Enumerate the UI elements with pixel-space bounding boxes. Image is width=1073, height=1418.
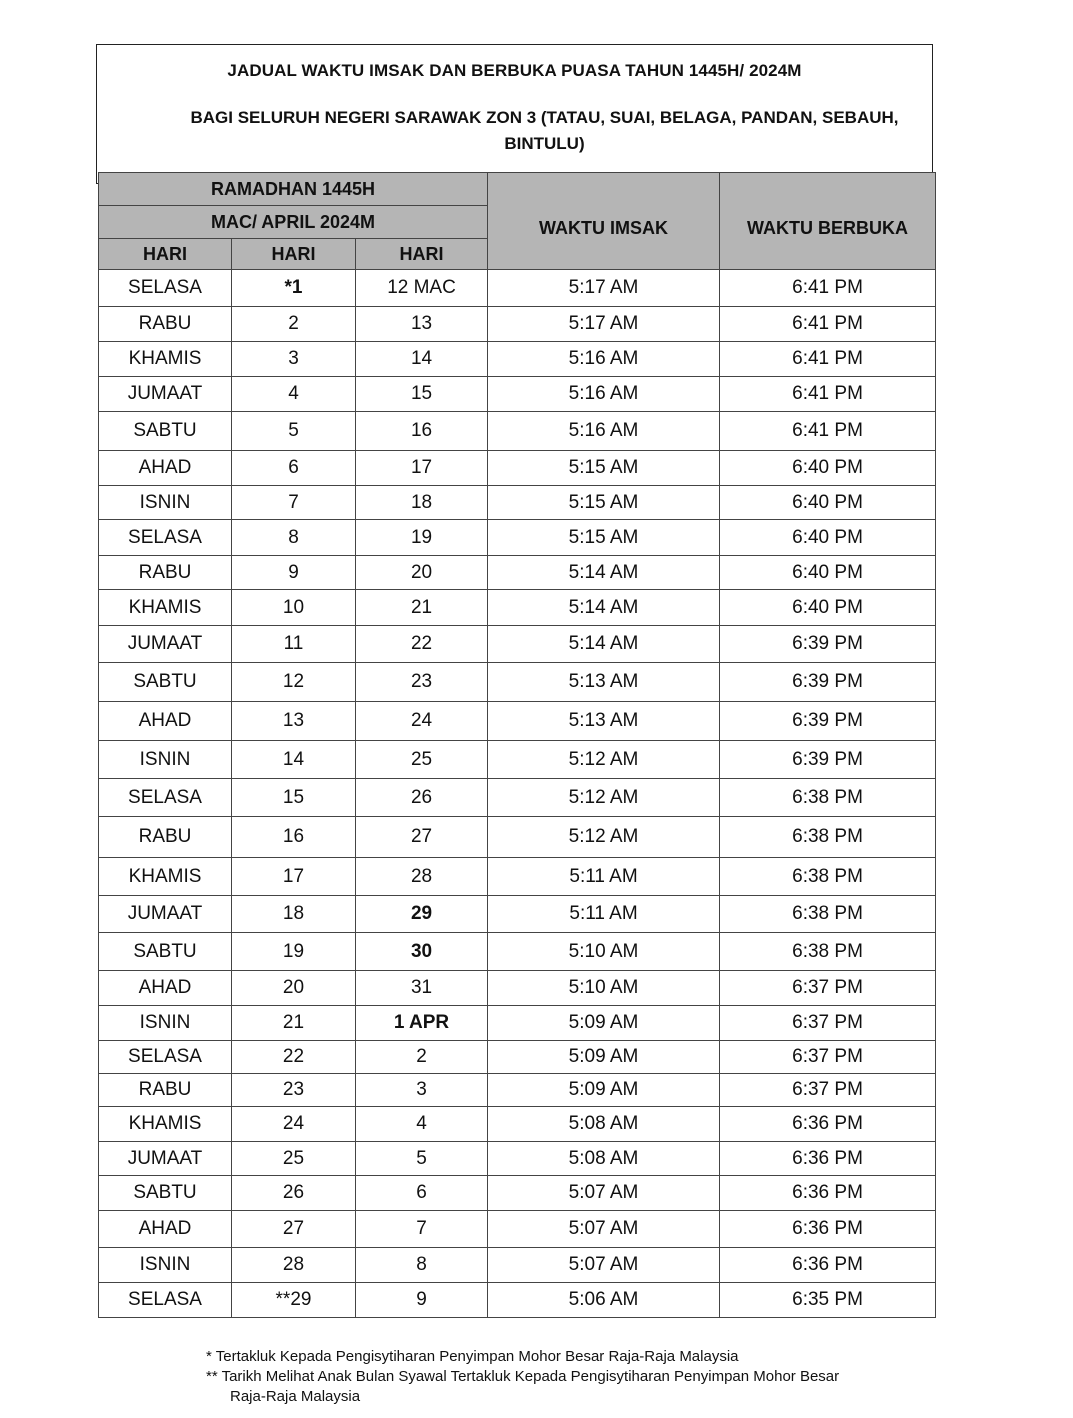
cell-berbuka: 6:38 PM (720, 779, 936, 817)
cell-berbuka: 6:41 PM (720, 307, 936, 342)
cell-imsak: 5:09 AM (488, 1041, 720, 1074)
cell-day: RABU (99, 556, 232, 590)
cell-imsak: 5:17 AM (488, 270, 720, 307)
cell-berbuka: 6:40 PM (720, 486, 936, 520)
title-box (96, 44, 933, 184)
cell-day: ISNIN (99, 1006, 232, 1041)
cell-date: 22 (356, 626, 488, 663)
cell-hijri: 25 (232, 1142, 356, 1176)
cell-day: SABTU (99, 663, 232, 702)
cell-date: 8 (356, 1248, 488, 1283)
table-row (99, 858, 936, 896)
cell-imsak: 5:16 AM (488, 412, 720, 451)
cell-imsak: 5:08 AM (488, 1142, 720, 1176)
cell-hijri: 21 (232, 1006, 356, 1041)
cell-day: RABU (99, 817, 232, 858)
table-row (99, 1248, 936, 1283)
cell-imsak: 5:16 AM (488, 342, 720, 377)
cell-berbuka: 6:38 PM (720, 817, 936, 858)
cell-hijri: 3 (232, 342, 356, 377)
table-row (99, 556, 936, 590)
cell-date: 7 (356, 1211, 488, 1248)
cell-imsak: 5:12 AM (488, 741, 720, 779)
cell-imsak: 5:14 AM (488, 590, 720, 626)
cell-berbuka: 6:36 PM (720, 1211, 936, 1248)
table-row (99, 1211, 936, 1248)
cell-date: 18 (356, 486, 488, 520)
cell-day: KHAMIS (99, 590, 232, 626)
table-row (99, 896, 936, 933)
cell-hijri: 18 (232, 896, 356, 933)
cell-day: ISNIN (99, 1248, 232, 1283)
table-row (99, 933, 936, 971)
cell-berbuka: 6:38 PM (720, 858, 936, 896)
cell-date: 23 (356, 663, 488, 702)
cell-date: 15 (356, 377, 488, 412)
header-waktu-berbuka: WAKTU BERBUKA (720, 173, 936, 270)
cell-date: 27 (356, 817, 488, 858)
cell-berbuka: 6:38 PM (720, 896, 936, 933)
cell-imsak: 5:10 AM (488, 971, 720, 1006)
cell-day: SELASA (99, 1041, 232, 1074)
cell-berbuka: 6:41 PM (720, 342, 936, 377)
cell-berbuka: 6:37 PM (720, 1006, 936, 1041)
cell-imsak: 5:15 AM (488, 451, 720, 486)
table-row (99, 1041, 936, 1074)
footnote-2: ** Tarikh Melihat Anak Bulan Syawal Tertakluk Kepada Pengisytiharan Penyimpan Mohor Besar (206, 1368, 840, 1385)
cell-hijri: 12 (232, 663, 356, 702)
header-col-hijri: HARI (232, 239, 356, 270)
cell-hijri: 11 (232, 626, 356, 663)
cell-imsak: 5:14 AM (488, 556, 720, 590)
cell-hijri: 22 (232, 1041, 356, 1074)
cell-hijri: 14 (232, 741, 356, 779)
cell-hijri: 28 (232, 1248, 356, 1283)
cell-date: 24 (356, 702, 488, 741)
cell-date: 3 (356, 1074, 488, 1107)
cell-date: 13 (356, 307, 488, 342)
cell-berbuka: 6:36 PM (720, 1107, 936, 1142)
table-row (99, 451, 936, 486)
cell-day: KHAMIS (99, 1107, 232, 1142)
cell-imsak: 5:13 AM (488, 663, 720, 702)
cell-day: ISNIN (99, 486, 232, 520)
cell-hijri: 9 (232, 556, 356, 590)
cell-berbuka: 6:41 PM (720, 377, 936, 412)
table-row (99, 307, 936, 342)
table-row (99, 1107, 936, 1142)
cell-date: 31 (356, 971, 488, 1006)
cell-hijri: **29 (232, 1283, 356, 1318)
cell-day: SABTU (99, 1176, 232, 1211)
cell-date: 21 (356, 590, 488, 626)
table-row (99, 520, 936, 556)
cell-berbuka: 6:40 PM (720, 451, 936, 486)
table-row (99, 377, 936, 412)
cell-day: JUMAAT (99, 377, 232, 412)
cell-date: 19 (356, 520, 488, 556)
cell-day: JUMAAT (99, 896, 232, 933)
cell-day: AHAD (99, 702, 232, 741)
table-row (99, 342, 936, 377)
header-col-day: HARI (99, 239, 232, 270)
cell-date: 16 (356, 412, 488, 451)
table-row (99, 702, 936, 741)
cell-berbuka: 6:36 PM (720, 1176, 936, 1211)
cell-day: KHAMIS (99, 342, 232, 377)
cell-imsak: 5:15 AM (488, 486, 720, 520)
cell-imsak: 5:15 AM (488, 520, 720, 556)
table-row (99, 1074, 936, 1107)
cell-day: SELASA (99, 520, 232, 556)
cell-date: 28 (356, 858, 488, 896)
cell-date: 30 (356, 933, 488, 971)
cell-day: KHAMIS (99, 858, 232, 896)
cell-berbuka: 6:40 PM (720, 556, 936, 590)
cell-day: AHAD (99, 451, 232, 486)
cell-imsak: 5:12 AM (488, 817, 720, 858)
cell-date: 1 APR (356, 1006, 488, 1041)
cell-hijri: 20 (232, 971, 356, 1006)
cell-berbuka: 6:41 PM (720, 270, 936, 307)
cell-hijri: 27 (232, 1211, 356, 1248)
cell-imsak: 5:17 AM (488, 307, 720, 342)
cell-berbuka: 6:37 PM (720, 1041, 936, 1074)
cell-day: SABTU (99, 412, 232, 451)
cell-date: 2 (356, 1041, 488, 1074)
cell-berbuka: 6:37 PM (720, 1074, 936, 1107)
cell-hijri: 23 (232, 1074, 356, 1107)
header-waktu-imsak: WAKTU IMSAK (488, 173, 720, 270)
cell-day: ISNIN (99, 741, 232, 779)
cell-date: 4 (356, 1107, 488, 1142)
table-row (99, 1142, 936, 1176)
cell-imsak: 5:13 AM (488, 702, 720, 741)
table-row (99, 270, 936, 307)
cell-day: SELASA (99, 1283, 232, 1318)
cell-imsak: 5:11 AM (488, 858, 720, 896)
cell-berbuka: 6:41 PM (720, 412, 936, 451)
cell-hijri: 8 (232, 520, 356, 556)
header-col-date: HARI (356, 239, 488, 270)
table-row (99, 1176, 936, 1211)
subtitle-line-2: BINTULU) (504, 134, 585, 153)
cell-day: JUMAAT (99, 626, 232, 663)
cell-day: SELASA (99, 779, 232, 817)
footnote-2-cont: Raja-Raja Malaysia (230, 1388, 361, 1405)
cell-imsak: 5:08 AM (488, 1107, 720, 1142)
cell-date: 6 (356, 1176, 488, 1211)
cell-berbuka: 6:39 PM (720, 741, 936, 779)
cell-hijri: 5 (232, 412, 356, 451)
cell-hijri: 15 (232, 779, 356, 817)
cell-imsak: 5:07 AM (488, 1211, 720, 1248)
cell-berbuka: 6:40 PM (720, 520, 936, 556)
table-row (99, 590, 936, 626)
cell-imsak: 5:06 AM (488, 1283, 720, 1318)
cell-date: 20 (356, 556, 488, 590)
cell-imsak: 5:07 AM (488, 1248, 720, 1283)
cell-imsak: 5:16 AM (488, 377, 720, 412)
table-row (99, 486, 936, 520)
cell-date: 26 (356, 779, 488, 817)
table-row (99, 971, 936, 1006)
cell-hijri: 26 (232, 1176, 356, 1211)
cell-date: 12 MAC (356, 270, 488, 307)
cell-day: RABU (99, 1074, 232, 1107)
table-row (99, 1006, 936, 1041)
cell-hijri: 24 (232, 1107, 356, 1142)
cell-date: 14 (356, 342, 488, 377)
cell-imsak: 5:09 AM (488, 1074, 720, 1107)
cell-imsak: 5:07 AM (488, 1176, 720, 1211)
cell-berbuka: 6:40 PM (720, 590, 936, 626)
cell-date: 5 (356, 1142, 488, 1176)
subtitle-line-1: BAGI SELURUH NEGERI SARAWAK ZON 3 (TATAU, SUAI, BELAGA, PANDAN, SEBAUH, (190, 108, 899, 127)
cell-day: AHAD (99, 971, 232, 1006)
table-row (99, 817, 936, 858)
cell-imsak: 5:10 AM (488, 933, 720, 971)
footnote-1: * Tertakluk Kepada Pengisytiharan Penyimpan Mohor Besar Raja-Raja Malaysia (206, 1348, 739, 1365)
cell-hijri: 6 (232, 451, 356, 486)
cell-hijri: *1 (232, 270, 356, 307)
cell-hijri: 4 (232, 377, 356, 412)
cell-day: JUMAAT (99, 1142, 232, 1176)
cell-imsak: 5:12 AM (488, 779, 720, 817)
cell-berbuka: 6:39 PM (720, 663, 936, 702)
cell-berbuka: 6:38 PM (720, 933, 936, 971)
table-row (99, 412, 936, 451)
table-row (99, 779, 936, 817)
footnotes (206, 1347, 839, 1407)
cell-berbuka: 6:39 PM (720, 702, 936, 741)
table-row (99, 741, 936, 779)
cell-hijri: 2 (232, 307, 356, 342)
cell-hijri: 17 (232, 858, 356, 896)
cell-hijri: 10 (232, 590, 356, 626)
timetable (98, 172, 936, 1318)
header-month: MAC/ APRIL 2024M (99, 206, 488, 239)
table-row (99, 1283, 936, 1318)
cell-hijri: 13 (232, 702, 356, 741)
cell-date: 17 (356, 451, 488, 486)
cell-day: AHAD (99, 1211, 232, 1248)
cell-berbuka: 6:36 PM (720, 1248, 936, 1283)
cell-imsak: 5:14 AM (488, 626, 720, 663)
document-subtitle (157, 105, 932, 157)
header-ramadhan: RAMADHAN 1445H (99, 173, 488, 206)
cell-date: 29 (356, 896, 488, 933)
cell-date: 9 (356, 1283, 488, 1318)
cell-berbuka: 6:39 PM (720, 626, 936, 663)
table-row (99, 663, 936, 702)
cell-imsak: 5:09 AM (488, 1006, 720, 1041)
cell-berbuka: 6:36 PM (720, 1142, 936, 1176)
cell-day: SABTU (99, 933, 232, 971)
cell-day: SELASA (99, 270, 232, 307)
cell-imsak: 5:11 AM (488, 896, 720, 933)
cell-hijri: 16 (232, 817, 356, 858)
cell-berbuka: 6:35 PM (720, 1283, 936, 1318)
cell-date: 25 (356, 741, 488, 779)
cell-hijri: 7 (232, 486, 356, 520)
cell-berbuka: 6:37 PM (720, 971, 936, 1006)
cell-day: RABU (99, 307, 232, 342)
timetable-body (99, 270, 936, 1318)
table-row (99, 626, 936, 663)
document-title: JADUAL WAKTU IMSAK DAN BERBUKA PUASA TAHUN 1445H/ 2024M (227, 61, 802, 80)
cell-hijri: 19 (232, 933, 356, 971)
